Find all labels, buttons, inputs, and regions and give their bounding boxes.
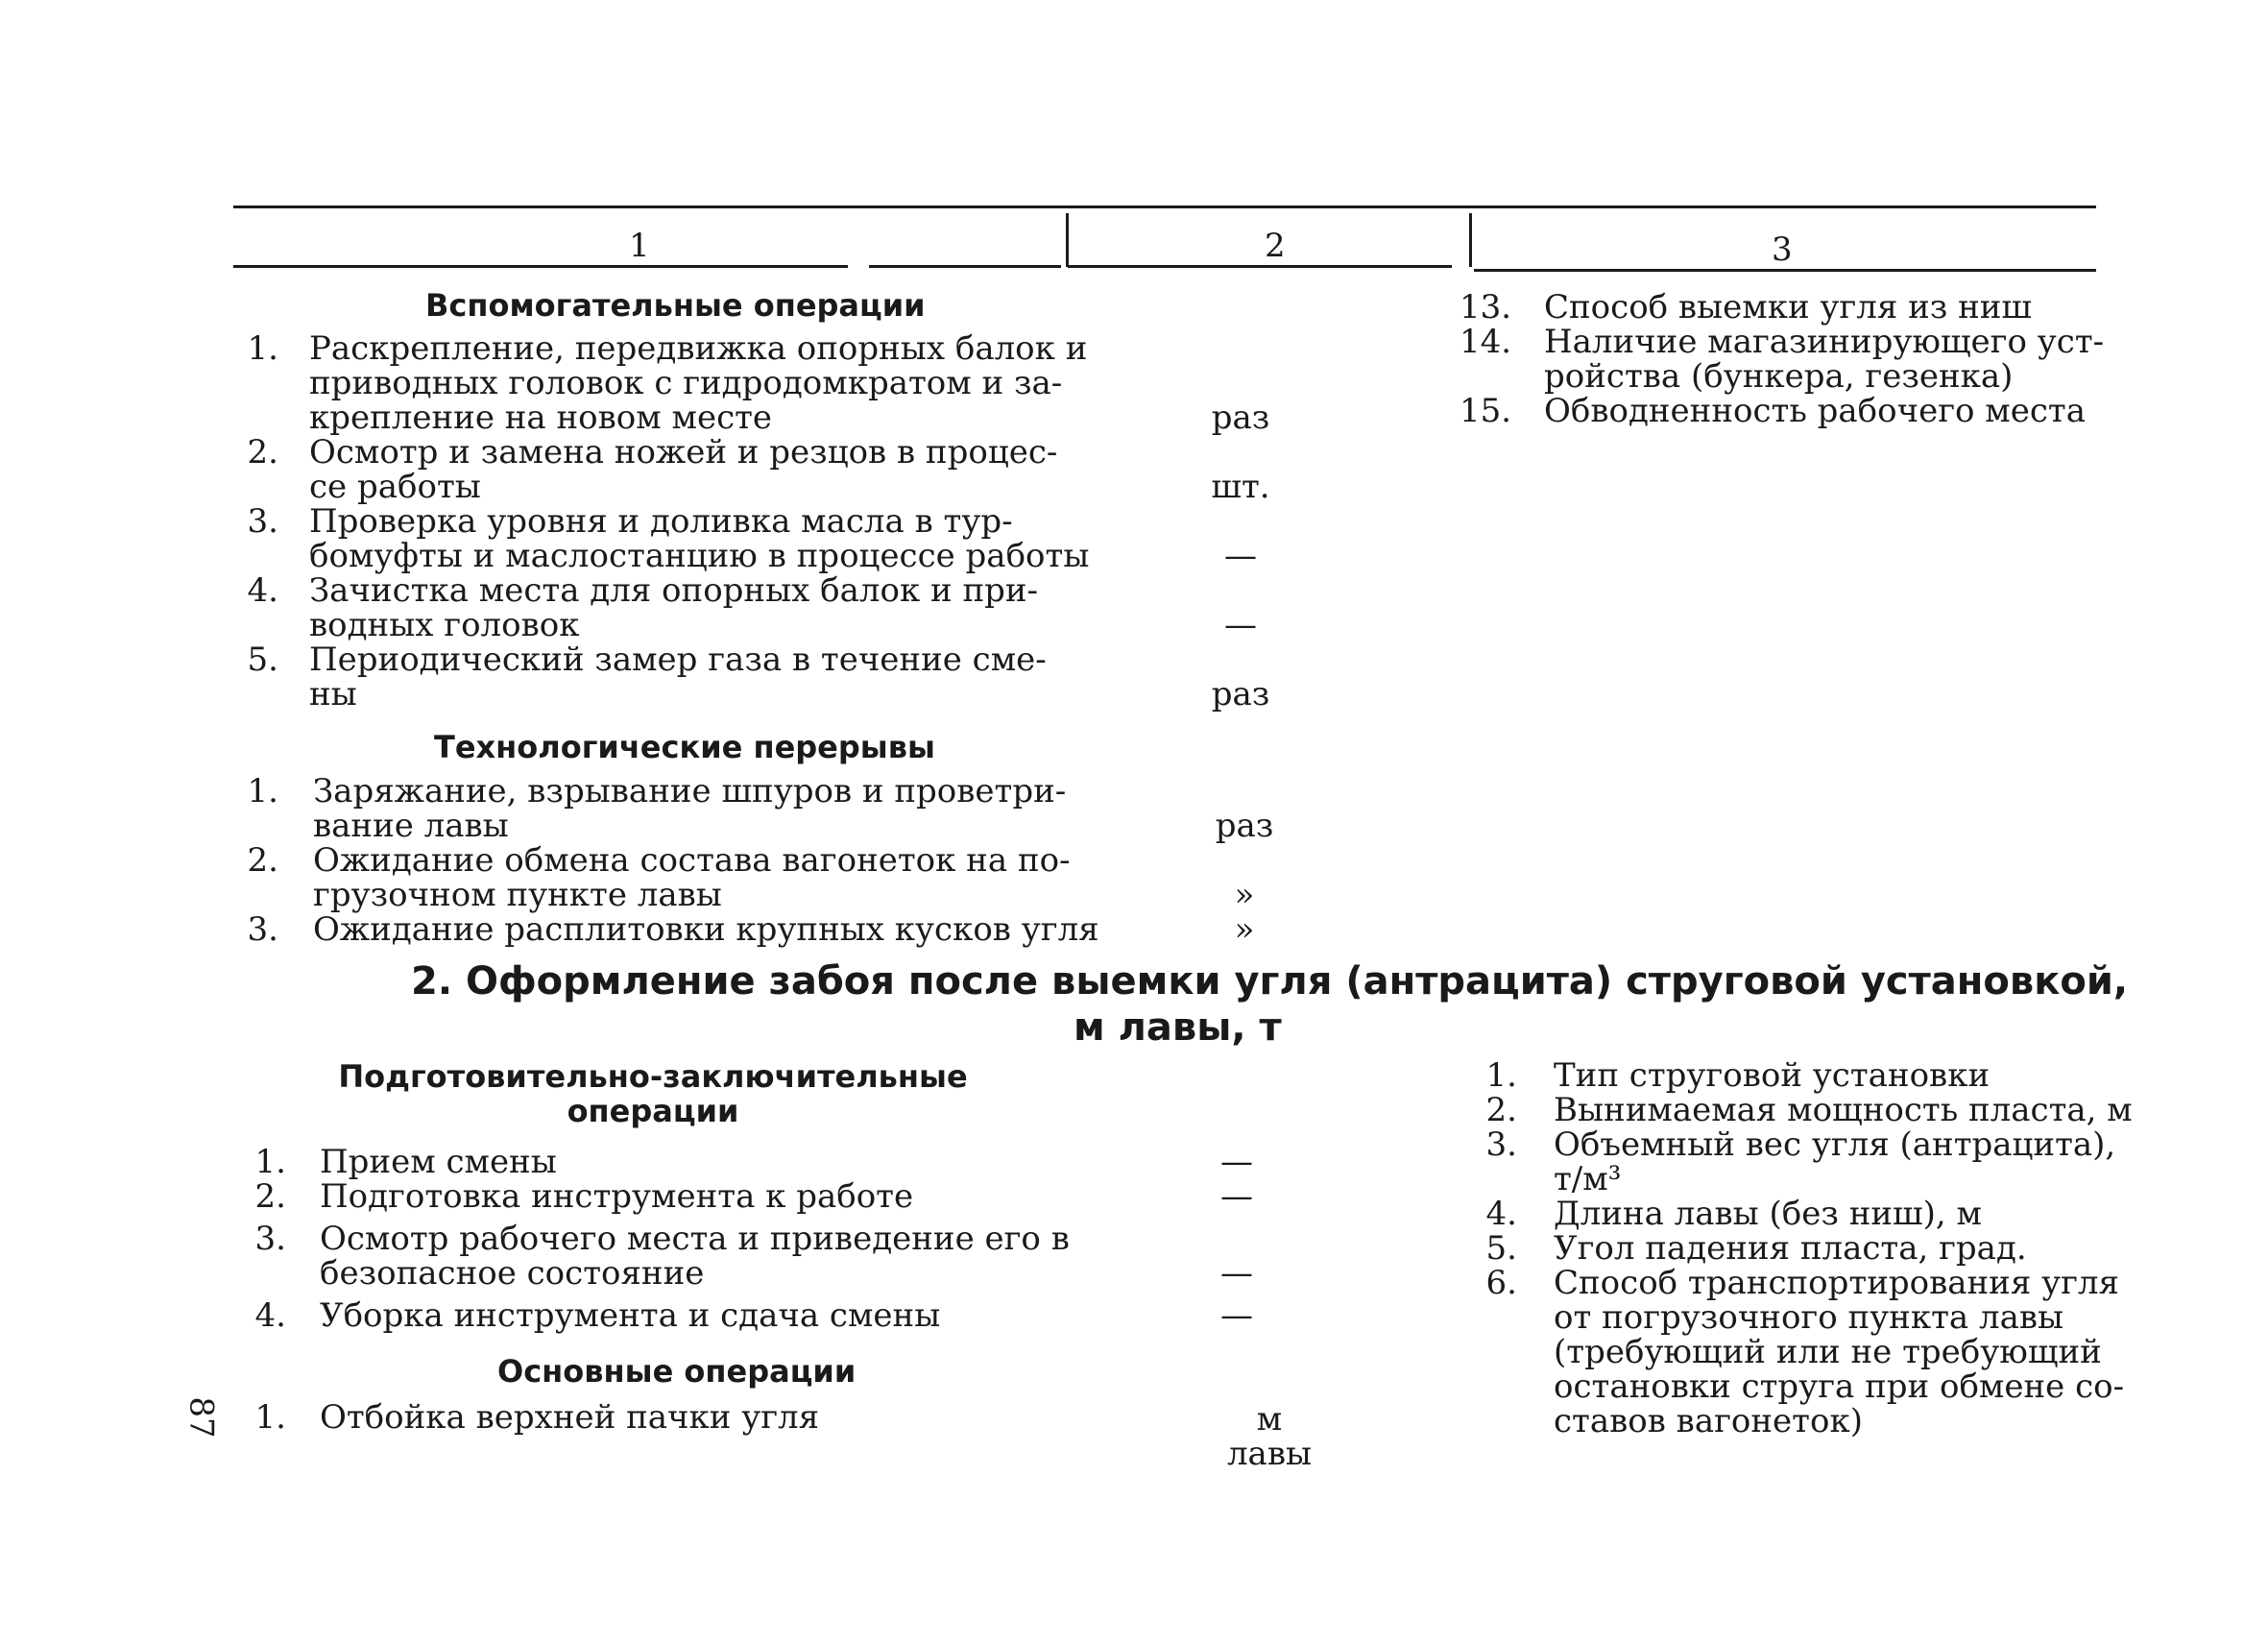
item-unit: м лавы bbox=[1226, 1400, 1313, 1473]
item-text-line: Тип струговой установки bbox=[1554, 1056, 1991, 1095]
item-unit: раз bbox=[1211, 399, 1270, 437]
column-header-3: 3 bbox=[1772, 230, 1793, 269]
item-unit: — bbox=[1224, 537, 1257, 575]
section2-title-line1: 2. Оформление забоя после выемки угля (антрацита) струговой установкой, bbox=[411, 959, 2129, 1004]
item-text-line: Наличие магазинирующего уст- bbox=[1544, 323, 2105, 361]
item-number: 4. bbox=[254, 1296, 286, 1335]
item-number: 13. bbox=[1460, 288, 1512, 327]
item-text bbox=[1554, 1231, 2101, 1266]
item-text bbox=[1544, 323, 2105, 396]
item-number: 5. bbox=[247, 641, 278, 679]
item-unit: » bbox=[1234, 910, 1255, 949]
item-text-line: бомуфты и маслостанцию в процессе работы bbox=[309, 537, 1090, 575]
item-number: 2. bbox=[1485, 1091, 1517, 1129]
item-text bbox=[320, 1298, 1065, 1333]
item-text-line: водных головок bbox=[309, 606, 580, 644]
item-text bbox=[320, 1145, 1065, 1179]
item-text bbox=[1554, 1091, 2133, 1129]
item-number: 4. bbox=[1485, 1195, 1517, 1233]
item-number: 6. bbox=[1485, 1264, 1517, 1302]
item-number: 2. bbox=[247, 433, 278, 472]
header-divider-1 bbox=[1066, 213, 1069, 267]
item-text-line: Осмотр рабочего места и приведение его в bbox=[320, 1220, 1070, 1258]
header-divider-2 bbox=[1469, 213, 1472, 267]
item-text-line: грузочном пункте лавы bbox=[313, 876, 722, 914]
item-unit: — bbox=[1220, 1177, 1253, 1216]
item-text-line: Вынимаемая мощность пласта, м bbox=[1554, 1091, 2133, 1129]
item-text-line: Угол падения пласта, град. bbox=[1554, 1229, 2027, 1268]
item-number: 4. bbox=[247, 571, 278, 610]
table-top-rule bbox=[233, 206, 2096, 208]
item-text-line: Осмотр и замена ножей и резцов в процес- bbox=[309, 433, 1058, 472]
item-text-line: остановки струга при обмене со- bbox=[1554, 1367, 2125, 1406]
item-number: 1. bbox=[247, 772, 278, 810]
item-text-line: Способ выемки угля из ниш bbox=[1544, 288, 2033, 327]
item-text-line: Зачистка места для опорных балок и при- bbox=[309, 571, 1039, 610]
section-heading-aux: Вспомогательные операции bbox=[425, 287, 926, 324]
item-text-line: се работы bbox=[309, 468, 481, 506]
item-text bbox=[309, 435, 1058, 504]
item-text bbox=[1544, 392, 2086, 430]
item-number: 3. bbox=[247, 910, 278, 949]
item-text bbox=[1554, 1197, 2101, 1231]
item-number: 2. bbox=[247, 841, 278, 880]
item-unit: раз bbox=[1215, 807, 1274, 845]
item-text bbox=[309, 573, 1058, 642]
item-text-line: ны bbox=[309, 675, 357, 714]
item-text-line: крепление на новом месте bbox=[309, 399, 773, 437]
header-bottom-rule-col2 bbox=[1068, 265, 1452, 268]
item-number: 14. bbox=[1460, 323, 1512, 361]
item-text bbox=[313, 910, 1099, 949]
item-text bbox=[313, 772, 1067, 845]
item-text bbox=[313, 841, 1071, 914]
item-number: 15. bbox=[1460, 392, 1512, 430]
item-text-line: Подготовка инструмента к работе bbox=[320, 1177, 914, 1216]
item-text bbox=[309, 502, 1090, 575]
header-bottom-rule-col1 bbox=[233, 265, 848, 268]
item-text-line: Ожидание обмена состава вагонеток на по- bbox=[313, 841, 1071, 880]
item-text-line: безопасное состояние bbox=[320, 1254, 705, 1293]
item-text-line: Ожидание расплитовки крупных кусков угля bbox=[313, 910, 1099, 949]
item-text bbox=[320, 1179, 1065, 1214]
prep-heading-line2: операции bbox=[567, 1093, 739, 1129]
item-text-line: Прием смены bbox=[320, 1143, 557, 1181]
item-text bbox=[1554, 1264, 2125, 1440]
item-text-line: ройства (бункера, гезенка) bbox=[1544, 357, 2014, 396]
item-unit: — bbox=[1224, 606, 1257, 644]
item-text-line: вание лавы bbox=[313, 807, 509, 845]
item-text bbox=[1554, 1058, 2101, 1093]
item-text-line: Способ транспортирования угля bbox=[1554, 1264, 2119, 1302]
item-text-line: Периодический замер газа в течение сме- bbox=[309, 641, 1047, 679]
column-header-2: 2 bbox=[1265, 227, 1286, 265]
section-heading-breaks: Технологические перерывы bbox=[434, 729, 935, 765]
item-number: 3. bbox=[1485, 1125, 1517, 1164]
item-text-line: Отбойка верхней пачки угля bbox=[320, 1398, 820, 1437]
section2-title-line2: м лавы, т bbox=[1074, 1005, 1282, 1050]
item-text-line: от погрузочного пункта лавы bbox=[1554, 1298, 2064, 1337]
item-text bbox=[309, 329, 1088, 437]
item-text-line: Длина лавы (без ниш), м bbox=[1554, 1195, 1982, 1233]
item-text-line: Уборка инструмента и сдача смены bbox=[320, 1296, 941, 1335]
item-unit: — bbox=[1220, 1143, 1253, 1181]
item-text-line: Заряжание, взрывание шпуров и проветри- bbox=[313, 772, 1067, 810]
item-number: 1. bbox=[254, 1143, 286, 1181]
item-text bbox=[1554, 1125, 2116, 1198]
item-number: 1. bbox=[247, 329, 278, 368]
prep-heading-line1: Подготовительно-заключительные bbox=[338, 1058, 968, 1095]
item-text bbox=[1544, 290, 2082, 325]
item-text bbox=[320, 1220, 1070, 1293]
item-number: 3. bbox=[254, 1220, 286, 1258]
item-number: 2. bbox=[254, 1177, 286, 1216]
item-text-line: Объемный вес угля (антрацита), bbox=[1554, 1125, 2116, 1164]
item-text-line: Раскрепление, передвижка опорных балок и bbox=[309, 329, 1088, 368]
item-text-line: (требующий или не требующий bbox=[1554, 1333, 2102, 1371]
item-text-line: Проверка уровня и доливка масла в тур- bbox=[309, 502, 1013, 541]
item-number: 1. bbox=[254, 1398, 286, 1437]
item-text-line: Обводненность рабочего места bbox=[1544, 392, 2086, 430]
main-ops-heading: Основные операции bbox=[497, 1353, 857, 1390]
item-unit: раз bbox=[1211, 675, 1270, 714]
item-number: 3. bbox=[247, 502, 278, 541]
page-number: 87 bbox=[181, 1396, 221, 1439]
item-unit: » bbox=[1234, 876, 1255, 914]
item-text-line: т/м³ bbox=[1554, 1160, 1622, 1198]
item-number: 5. bbox=[1485, 1229, 1517, 1268]
item-unit: — bbox=[1220, 1296, 1253, 1335]
item-unit: шт. bbox=[1211, 468, 1270, 506]
column-header-1: 1 bbox=[629, 227, 650, 265]
item-text-line: приводных головок с гидродомкратом и за- bbox=[309, 364, 1063, 402]
prep-heading bbox=[336, 1059, 970, 1128]
item-text bbox=[320, 1400, 1065, 1435]
item-text-line: ставов вагонеток) bbox=[1554, 1402, 1863, 1440]
item-number: 1. bbox=[1485, 1056, 1517, 1095]
item-unit: — bbox=[1220, 1254, 1253, 1293]
item-text bbox=[309, 642, 1058, 712]
header-bottom-rule-col3 bbox=[1474, 269, 2096, 272]
header-bottom-rule-col1b bbox=[869, 265, 1061, 268]
